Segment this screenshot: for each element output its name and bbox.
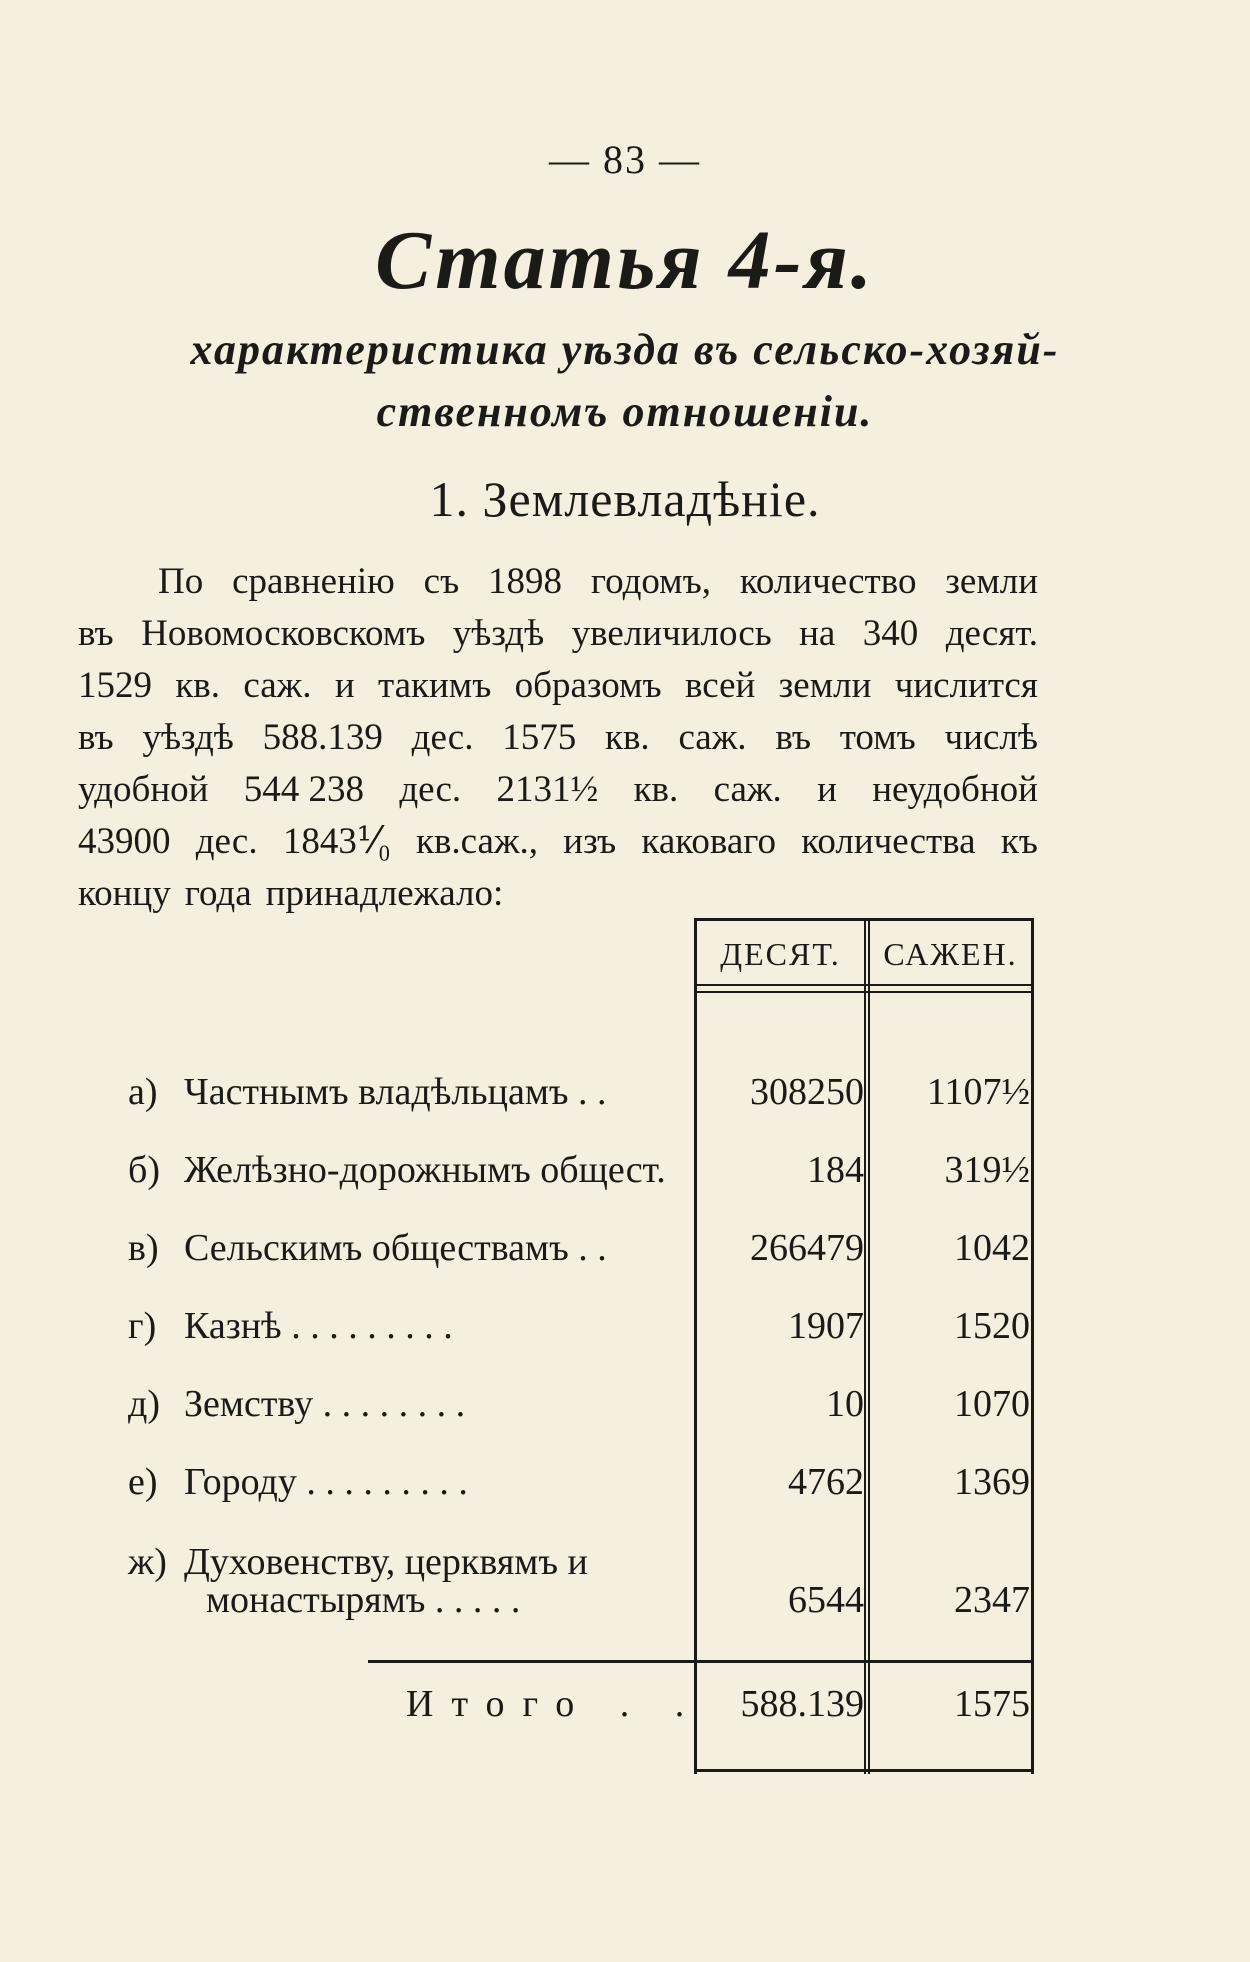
- word: такимъ: [377, 665, 492, 706]
- word: годомъ,: [590, 561, 711, 602]
- word: 43900: [78, 821, 171, 862]
- word: кв.саж.,: [415, 821, 539, 862]
- word: года: [184, 873, 252, 914]
- word: десят.: [945, 613, 1038, 654]
- word: всей: [684, 665, 756, 706]
- row-label-continuation: монастырямъ . . . . .: [206, 1579, 521, 1621]
- word: уѣздѣ: [142, 717, 234, 758]
- word: количества: [801, 821, 976, 862]
- word: По: [158, 561, 204, 602]
- row-label-text: Городу . . . . . . . . .: [184, 1461, 468, 1503]
- word: 544 238: [243, 769, 364, 810]
- header-sazhen: САЖЕН.: [883, 936, 1018, 972]
- word: дес.: [399, 769, 462, 810]
- word: въ: [775, 717, 811, 758]
- word: 1843⅟₀: [282, 821, 391, 862]
- table-middle-rule: [864, 918, 866, 1774]
- word: въ: [78, 613, 114, 654]
- word: 588.139: [262, 717, 383, 758]
- table-left-rule: [694, 918, 697, 1774]
- cell-desyat: 6544: [788, 1579, 864, 1621]
- table-row-label: [128, 1460, 688, 1504]
- word: земли: [778, 665, 872, 706]
- row-label-text: Казнѣ . . . . . . . . .: [184, 1305, 453, 1347]
- total-rule: [368, 1660, 1034, 1663]
- subtitle-line-2: ственномъ отношеніи.: [376, 387, 874, 436]
- page-number: — 83 —: [549, 137, 701, 182]
- word: дес.: [195, 821, 258, 862]
- word: концу: [78, 873, 171, 914]
- word: сравненію: [232, 561, 395, 602]
- word: принадлежало:: [265, 873, 504, 914]
- word: 1575: [502, 717, 577, 758]
- row-label-text: Частнымъ владѣльцамъ . .: [184, 1071, 607, 1113]
- word: 340: [862, 613, 919, 654]
- word: къ: [1000, 821, 1038, 862]
- word: каковаго: [641, 821, 777, 862]
- word: числѣ: [944, 717, 1038, 758]
- table-row-label: [128, 1070, 688, 1114]
- word: уѣздѣ: [452, 613, 545, 654]
- row-label-text: Желѣзно-дорожнымъ общест.: [184, 1149, 666, 1191]
- row-letter: б): [128, 1149, 160, 1191]
- row-letter: в): [128, 1227, 159, 1269]
- cell-desyat: 308250: [750, 1071, 864, 1113]
- cell-sazhen: 2347: [954, 1579, 1030, 1621]
- word: на: [799, 613, 836, 654]
- word: увеличилось: [571, 613, 772, 654]
- cell-sazhen: 1369: [954, 1461, 1030, 1503]
- row-label-text: Сельскимъ обществамъ . .: [184, 1227, 607, 1269]
- word: кв.: [604, 717, 650, 758]
- total-desyat: 588.139: [740, 1683, 864, 1725]
- word: 2131½: [496, 769, 599, 810]
- word: и: [817, 769, 837, 810]
- row-letter: г): [128, 1305, 157, 1347]
- total-label: Итого . .: [406, 1683, 703, 1725]
- word: съ: [423, 561, 460, 602]
- word: количество: [739, 561, 917, 602]
- table-row-label: [128, 1226, 688, 1270]
- cell-desyat: 10: [826, 1383, 864, 1425]
- cell-sazhen: 1042: [954, 1227, 1030, 1269]
- table-row-label: [128, 1382, 688, 1426]
- word: удобной: [78, 769, 209, 810]
- word: числится: [894, 665, 1038, 706]
- article-title: Статья 4-я.: [375, 214, 875, 307]
- cell-sazhen: 1107½: [926, 1071, 1030, 1113]
- cell-desyat: 1907: [788, 1305, 864, 1347]
- table-right-rule: [1031, 918, 1034, 1774]
- word: саж.: [713, 769, 782, 810]
- row-label-text: Духовенству, церквямъ и: [184, 1541, 588, 1583]
- cell-desyat: 184: [807, 1149, 864, 1191]
- word: кв.: [175, 665, 221, 706]
- header-desyat: ДЕСЯТ.: [720, 936, 841, 972]
- word: 1898: [488, 561, 563, 602]
- subtitle-line-1: характеристика уѣзда въ сельско-хозяй-: [190, 325, 1060, 374]
- row-letter: д): [128, 1383, 160, 1425]
- row-letter: а): [128, 1071, 158, 1113]
- word: неудобной: [872, 769, 1038, 810]
- word: образомъ: [514, 665, 662, 706]
- table-bottom-rule: [694, 1769, 1034, 1772]
- table-row-label: [128, 1304, 688, 1348]
- row-letter: ж): [128, 1541, 167, 1583]
- word: саж.: [678, 717, 747, 758]
- word: саж.: [243, 665, 312, 706]
- word: дес.: [411, 717, 474, 758]
- word: Новомосковскомъ: [141, 613, 426, 654]
- word: кв.: [633, 769, 679, 810]
- table-row-label: [128, 1148, 688, 1192]
- word: земли: [945, 561, 1038, 602]
- cell-sazhen: 1070: [954, 1383, 1030, 1425]
- row-label-text: Земству . . . . . . . .: [184, 1383, 466, 1425]
- word: и: [334, 665, 355, 706]
- cell-desyat: 4762: [788, 1461, 864, 1503]
- word: 1529: [78, 665, 152, 706]
- section-title: 1. Землевладѣніе.: [429, 471, 821, 527]
- word: томъ: [839, 717, 916, 758]
- cell-desyat: 266479: [750, 1227, 864, 1269]
- total-sazhen: 1575: [954, 1683, 1030, 1725]
- cell-sazhen: 319½: [944, 1149, 1030, 1191]
- word: изъ: [563, 821, 617, 862]
- cell-sazhen: 1520: [954, 1305, 1030, 1347]
- row-letter: е): [128, 1461, 158, 1503]
- word: въ: [78, 717, 114, 758]
